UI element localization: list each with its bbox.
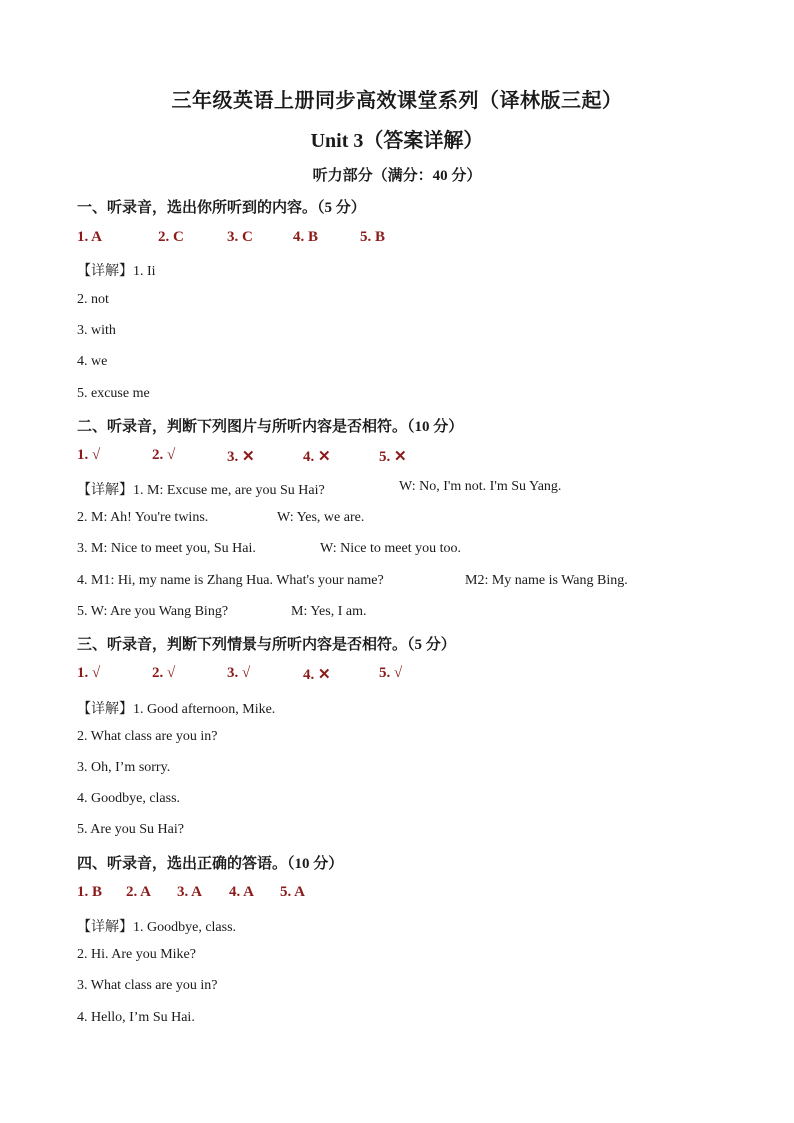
answer: 4. ✕ xyxy=(303,667,331,683)
detail-line xyxy=(77,541,717,561)
detail-line xyxy=(77,916,236,936)
part2-heading: 二、听录音，判断下列图片与所听内容是否相符。（10 分） xyxy=(77,419,464,435)
detail-text: W: Yes, we are. xyxy=(277,510,365,525)
detail-text: 3. M: Nice to meet you, Su Hai. xyxy=(77,541,256,556)
answer: 1. √ xyxy=(77,665,101,681)
detail-line: 4. Hello, I’m Su Hai. xyxy=(77,1010,195,1025)
detail-text: 1. Good afternoon, Mike. xyxy=(133,702,276,717)
detail-line xyxy=(77,698,275,718)
answer: 2. √ xyxy=(152,665,176,681)
part2-answers xyxy=(77,447,477,467)
detail-line: 2. Hi. Are you Mike? xyxy=(77,947,196,962)
part4-heading: 四、听录音，选出正确的答语。（10 分） xyxy=(77,856,344,872)
answer: 4. B xyxy=(293,229,319,245)
detail-label: 【详解】 xyxy=(77,702,133,717)
answer: 3. C xyxy=(227,229,253,245)
detail-text: 2. M: Ah! You're twins. xyxy=(77,510,209,525)
answer: 1. √ xyxy=(77,447,101,463)
detail-line: 3. with xyxy=(77,323,116,338)
part3-heading: 三、听录音，判断下列情景与所听内容是否相符。（5 分） xyxy=(77,637,456,653)
section-title: 听力部分（满分：40 分） xyxy=(312,168,482,184)
detail-line: 2. What class are you in? xyxy=(77,729,218,744)
detail-text: 1. M: Excuse me, are you Su Hai? xyxy=(133,483,325,498)
detail-line xyxy=(77,479,717,499)
answer: 1. B xyxy=(77,884,103,900)
detail-line: 4. we xyxy=(77,354,108,369)
part3-answers xyxy=(77,665,477,685)
unit-title: Unit 3（答案详解） xyxy=(310,130,484,152)
detail-line xyxy=(77,260,156,280)
detail-text: W: Nice to meet you too. xyxy=(320,541,461,556)
document-title: 三年级英语上册同步高效课堂系列（译林版三起） xyxy=(171,90,623,112)
detail-line xyxy=(77,573,717,593)
detail-line: 5. excuse me xyxy=(77,386,150,401)
answer: 1. A xyxy=(77,229,103,245)
part1-answers xyxy=(77,229,477,249)
detail-text: M2: My name is Wang Bing. xyxy=(465,573,628,588)
detail-line xyxy=(77,510,717,530)
answer: 5. B xyxy=(360,229,386,245)
detail-line: 5. Are you Su Hai? xyxy=(77,822,184,837)
detail-text: 4. M1: Hi, my name is Zhang Hua. What's your name? xyxy=(77,573,384,588)
part4-answers xyxy=(77,884,477,904)
detail-text: 5. W: Are you Wang Bing? xyxy=(77,604,229,619)
detail-text: 1. Goodbye, class. xyxy=(133,920,237,935)
answer: 3. √ xyxy=(227,665,251,681)
detail-label: 【详解】 xyxy=(77,920,133,935)
detail-text: 1. Ii xyxy=(133,264,156,279)
part1-heading: 一、听录音，选出你所听到的内容。（5 分） xyxy=(77,200,366,216)
detail-label: 【详解】 xyxy=(77,264,133,279)
detail-label: 【详解】 xyxy=(77,483,133,498)
answer: 2. √ xyxy=(152,447,176,463)
answer: 2. A xyxy=(126,884,152,900)
detail-line: 2. not xyxy=(77,292,109,307)
detail-line: 3. Oh, I’m sorry. xyxy=(77,760,171,775)
detail-line: 3. What class are you in? xyxy=(77,978,218,993)
detail-line xyxy=(77,604,717,624)
answer: 3. A xyxy=(177,884,203,900)
answer: 3. ✕ xyxy=(227,449,255,465)
detail-line: 4. Goodbye, class. xyxy=(77,791,181,806)
answer: 4. A xyxy=(229,884,255,900)
answer: 2. C xyxy=(158,229,184,245)
answer: 4. ✕ xyxy=(303,449,331,465)
detail-text: M: Yes, I am. xyxy=(291,604,367,619)
answer: 5. √ xyxy=(379,665,403,681)
answer: 5. A xyxy=(280,884,306,900)
answer: 5. ✕ xyxy=(379,449,407,465)
detail-text: W: No, I'm not. I'm Su Yang. xyxy=(399,479,562,494)
